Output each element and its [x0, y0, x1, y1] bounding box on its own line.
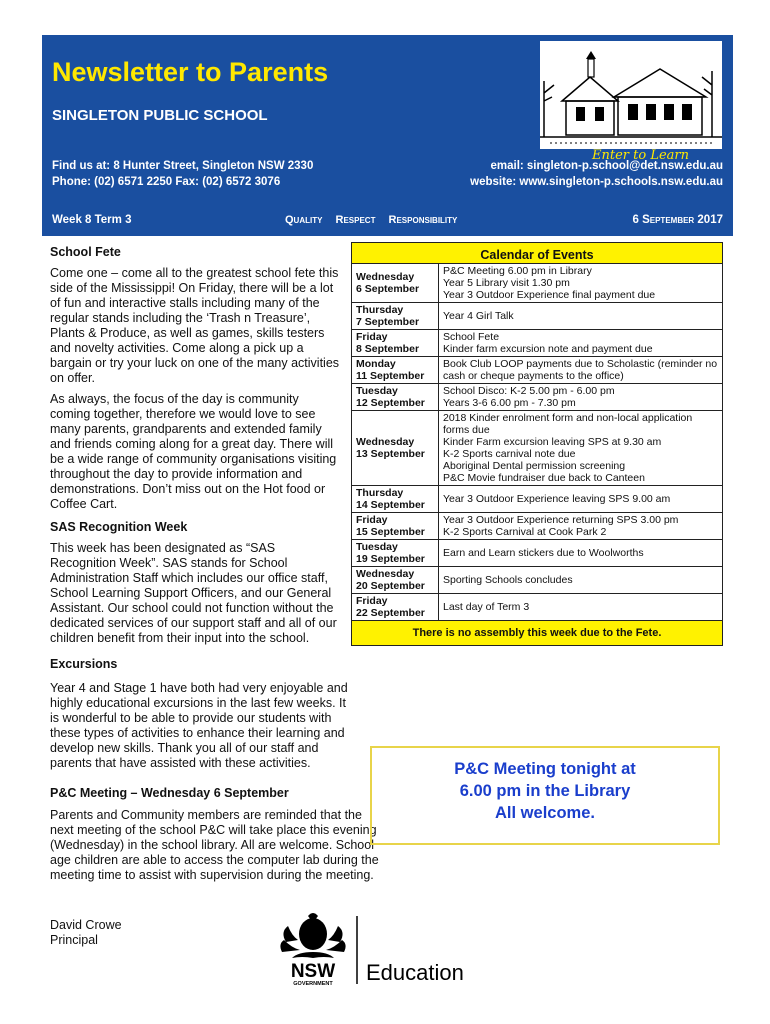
article-pc-meeting: [50, 786, 380, 883]
calendar-row: [352, 264, 722, 303]
calendar-events: Year 3 Outdoor Experience returning SPS 3.00 pm K-2 Sports Carnival at Cook Park 2: [439, 513, 723, 540]
principal-name: David Crowe: [50, 918, 122, 932]
value-quality: Quality: [285, 214, 323, 226]
calendar-row: [352, 594, 722, 621]
school-address: Find us at: 8 Hunter Street, Singleton NSW 2330: [52, 160, 314, 172]
school-phone-fax: Phone: (02) 6571 2250 Fax: (02) 6572 3076: [52, 176, 281, 188]
calendar-events: P&C Meeting 6.00 pm in Library Year 5 Library visit 1.30 pm Year 3 Outdoor Experience final payment due: [443, 265, 656, 301]
calendar-day: Thursday 14 September: [352, 486, 439, 513]
calendar-row: [352, 540, 722, 567]
calendar-table: [352, 264, 722, 620]
calendar-events: Book Club LOOP payments due to Scholastic (reminder no cash or cheque payments to the office): [439, 357, 723, 384]
value-responsibility: Responsibility: [388, 214, 458, 226]
school-email[interactable]: email: singleton-p.school@det.nsw.edu.au: [490, 160, 723, 172]
calendar-day: Wednesday 6 September: [352, 264, 439, 303]
article-school-fete: [50, 245, 342, 646]
article-paragraph: This week has been designated as “SAS Recognition Week”. SAS stands for School Administration Staff which includes our office staff, School Learning Support Officers, and our General Assistant. Our school could not function without the dedicated services of our support staff and all of our children benefit from their input into the school.: [50, 541, 337, 645]
calendar-day: Friday 22 September: [352, 594, 439, 621]
calendar-row: [352, 384, 722, 411]
article-excursions: [50, 657, 350, 672]
school-values: [285, 214, 467, 226]
calendar-row: [352, 411, 722, 486]
calendar-note: There is no assembly this week due to the Fete.: [352, 620, 722, 645]
calendar-events: School Disco: K-2 5.00 pm - 6.00 pm Years 3-6 6.00 pm - 7.30 pm: [439, 384, 723, 411]
calendar-day: Tuesday 12 September: [352, 384, 439, 411]
calendar-events: Earn and Learn stickers due to Woolworths: [439, 540, 723, 567]
calendar-events: Last day of Term 3: [439, 594, 723, 621]
calendar-row: [352, 513, 722, 540]
school-motto: Enter to Learn: [592, 148, 689, 163]
school-building-icon: [540, 41, 722, 149]
calendar-day: Friday 15 September: [352, 513, 439, 540]
article-heading: Excursions: [50, 657, 118, 671]
article-heading: P&C Meeting – Wednesday 6 September: [50, 786, 289, 800]
issue-date: 6 September 2017: [632, 214, 723, 226]
principal-role: Principal: [50, 933, 98, 947]
article-heading: SAS Recognition Week: [50, 520, 188, 534]
calendar-row: [352, 486, 722, 513]
school-contact-block: [470, 158, 723, 190]
week-term: Week 8 Term 3: [52, 214, 132, 226]
article-paragraph: Come one – come all to the greatest school fete this side of the Mississippi! On Friday, there will be a lot of fun and interactive stalls including many of the regular stands including the ‘Trash n Treasure’, Plants & Produce, as well as games, skills testers and novelty activities. Come along a pick up a bargain or try your luck on one of the many activities on offer.: [50, 266, 340, 385]
svg-text:GOVERNMENT: GOVERNMENT: [293, 981, 333, 986]
calendar-day: Wednesday 13 September: [352, 411, 439, 486]
calendar-title: Calendar of Events: [352, 243, 722, 264]
article-paragraph: Parents and Community members are reminded that the next meeting of the school P&C will take place this evening (Wednesday) in the school library. All are welcome. School age children are able to access the computer lab during the meeting time to assist with supervision during the meeting.: [50, 808, 379, 882]
calendar-day: Wednesday 20 September: [352, 567, 439, 594]
calendar-events: Year 3 Outdoor Experience leaving SPS 9.00 am: [439, 486, 723, 513]
pc-meeting-callout: [370, 746, 720, 845]
pc-callout-line: All welcome.: [495, 804, 595, 822]
calendar-events: Year 4 Girl Talk: [439, 303, 723, 330]
calendar-day: Thursday 7 September: [352, 303, 439, 330]
calendar-row: [352, 357, 722, 384]
svg-text:NSW: NSW: [290, 961, 336, 982]
calendar-events: School Fete Kinder farm excursion note and payment due: [439, 330, 723, 357]
school-name: SINGLETON PUBLIC SCHOOL: [52, 107, 268, 124]
nsw-education-logo: [278, 912, 492, 986]
calendar-row: [352, 303, 722, 330]
calendar-events: Sporting Schools concludes: [439, 567, 723, 594]
article-paragraph: Year 4 and Stage 1 have both had very enjoyable and highly educational excursions in the last few weeks. It is wonderful to be able to provide our students with these types of activities to enhance their learning and develop new skills. Thank you all of our staff and parents that have assisted with these activities.: [50, 681, 348, 770]
school-building-logo: [540, 41, 722, 149]
svg-text:Education: Education: [366, 960, 464, 985]
newsletter-title: Newsletter to Parents: [52, 57, 329, 87]
pc-callout-line: 6.00 pm in the Library: [459, 782, 631, 800]
article-excursions-body: [50, 681, 354, 771]
newsletter-header: [42, 35, 733, 236]
signature-block: [50, 918, 122, 948]
calendar-day: Tuesday 19 September: [352, 540, 439, 567]
article-paragraph: As always, the focus of the day is community coming together, therefore we would love to see many parents, grandparents and extended family and friends coming along for a great day. There will be a wide range of community organisations visiting throughout the day to provide information and demonstrations. Don’t miss out on the Hot food or Coffee Cart.: [50, 392, 337, 511]
school-website[interactable]: website: www.singleton-p.schools.nsw.edu.au: [470, 176, 723, 188]
waratah-icon: [278, 912, 492, 986]
calendar-row: [352, 567, 722, 594]
value-respect: Respect: [335, 214, 376, 226]
calendar-events: 2018 Kinder enrolment form and non-local application forms due Kinder Farm excursion leaving SPS at 9.30 am K-2 Sports carnival note due Aboriginal Dental permission screening P&C Movie fundraiser due back to Canteen: [439, 411, 723, 486]
calendar-of-events: [351, 242, 723, 646]
calendar-row: [352, 330, 722, 357]
pc-callout-line: P&C Meeting tonight at: [454, 760, 636, 778]
school-address-block: [52, 158, 313, 190]
calendar-day: Monday 11 September: [352, 357, 439, 384]
article-heading: School Fete: [50, 245, 121, 259]
calendar-day: Friday 8 September: [352, 330, 439, 357]
